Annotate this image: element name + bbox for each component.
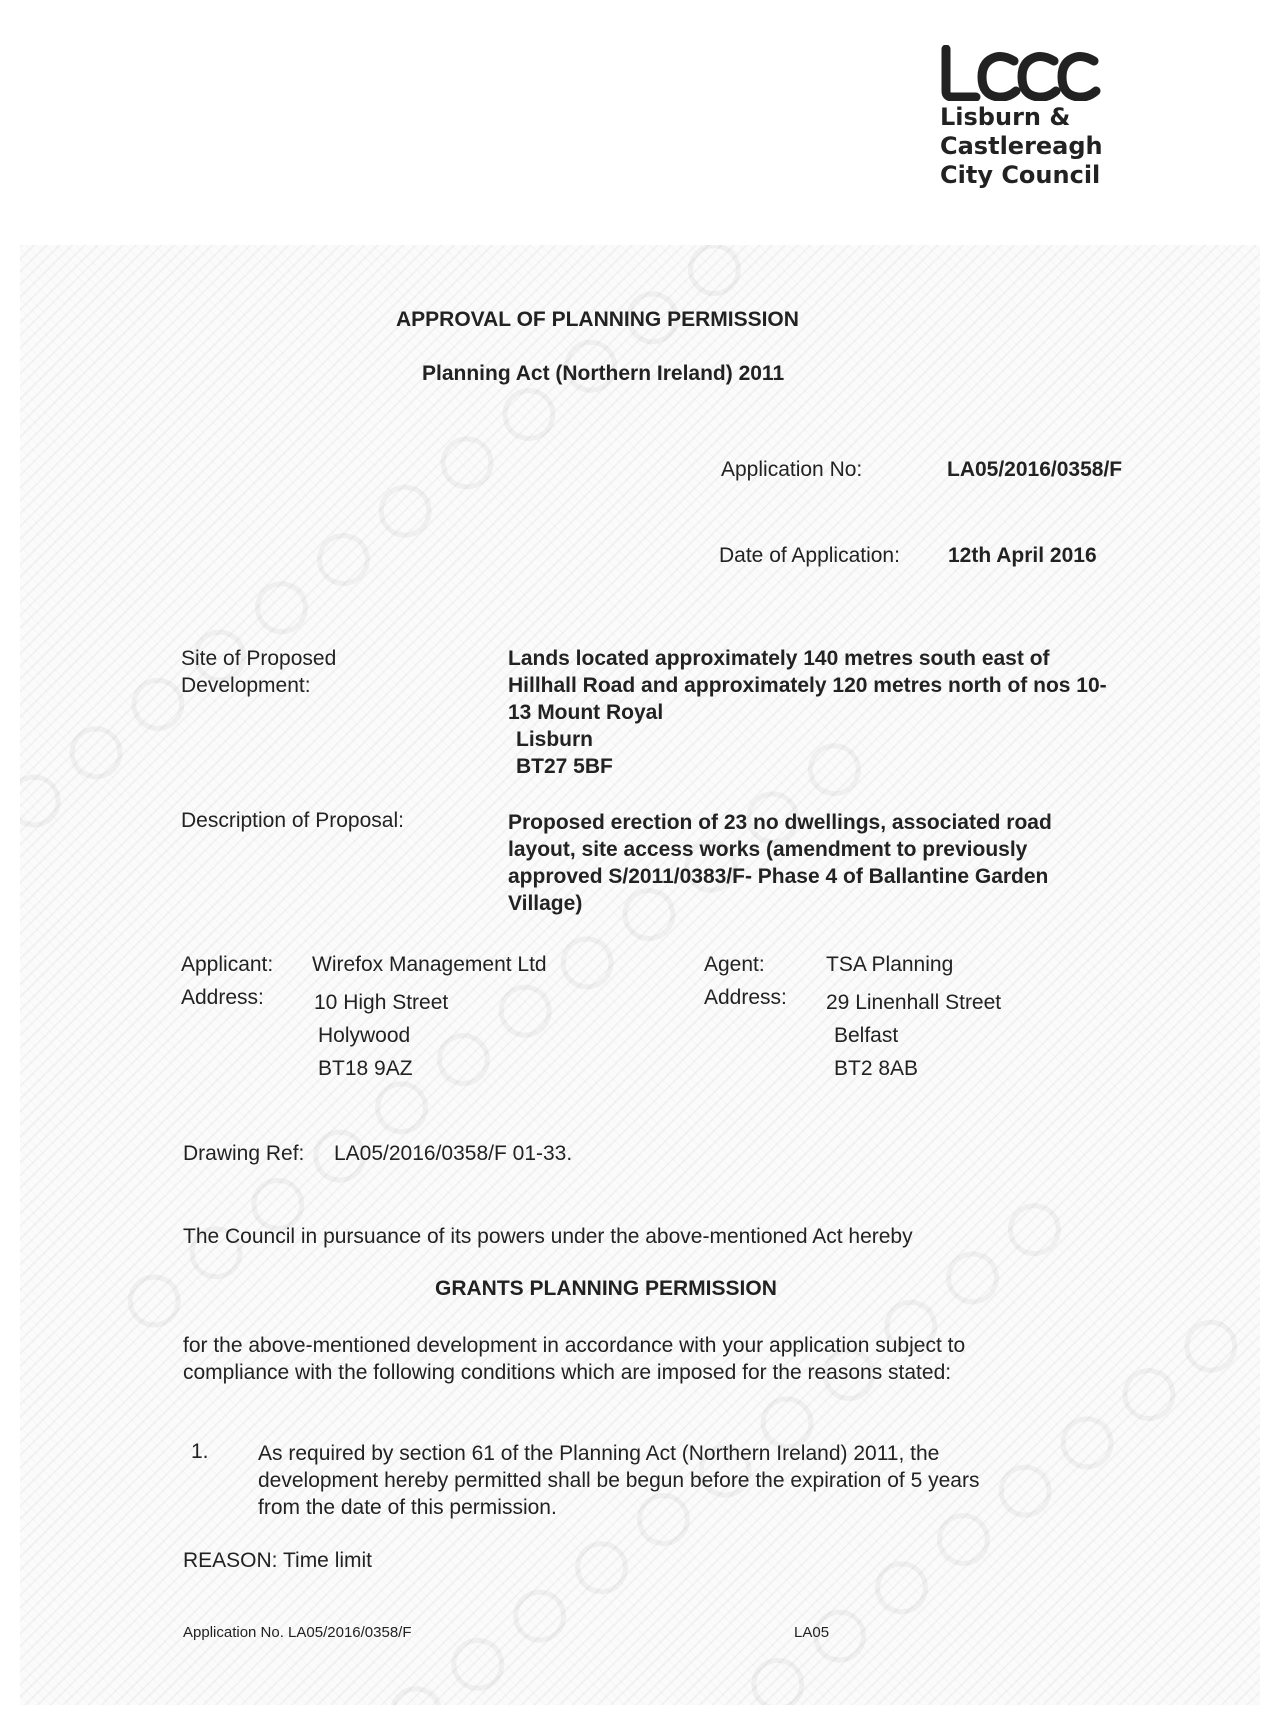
site-address: Lands located approximately 140 metres south east of Hillhall Road and approximately 120 metres north of nos 10- 13 Mount Royal Lisburn BT27 5BF xyxy=(508,647,1107,778)
condition-text: As required by section 61 of the Planning Act (Northern Ireland) 2011, the development hereby permitted shall be begun before the expiration of 5 years from the date of this permission. xyxy=(258,1442,980,1519)
footer-form-code: LA05 xyxy=(794,1624,830,1641)
applicant-name: Wirefox Management Ltd xyxy=(312,953,547,976)
date-of-application-value: 12th April 2016 xyxy=(948,544,1097,567)
site-label: Site of Proposed Development: xyxy=(181,647,337,697)
application-no-value: LA05/2016/0358/F xyxy=(947,458,1123,481)
date-of-application-label: Date of Application: xyxy=(719,544,900,567)
applicant-label: Applicant: xyxy=(181,953,274,976)
applicant-address: 10 High Street Holywood BT18 9AZ xyxy=(314,991,449,1080)
footer-application-no: Application No. LA05/2016/0358/F xyxy=(183,1624,412,1641)
description-label: Description of Proposal: xyxy=(181,809,404,832)
application-no-label: Application No: xyxy=(721,458,863,481)
agent-name: TSA Planning xyxy=(826,953,954,976)
agent-address: 29 Linenhall Street Belfast BT2 8AB xyxy=(826,991,1002,1080)
condition-number: 1. xyxy=(191,1440,209,1463)
council-powers-text: The Council in pursuance of its powers under the above-mentioned Act hereby xyxy=(183,1225,913,1248)
agent-label: Agent: xyxy=(704,953,765,976)
document-title: APPROVAL OF PLANNING PERMISSION xyxy=(396,308,799,331)
reason-text: REASON: Time limit xyxy=(183,1549,373,1572)
applicant-address-label: Address: xyxy=(181,986,264,1009)
act-title: Planning Act (Northern Ireland) 2011 xyxy=(422,362,785,385)
drawing-ref-value: LA05/2016/0358/F 01-33. xyxy=(334,1142,573,1165)
lccc-monogram-icon xyxy=(940,45,1110,101)
compliance-text: for the above-mentioned development in accordance with your application subject to compliance with the following conditions which are imposed for the reasons stated: xyxy=(183,1334,966,1384)
description-of-proposal: Proposed erection of 23 no dwellings, associated road layout, site access works (amendment to previously approved S/2011/0383/F- Phase 4 of Ballantine Garden Village) xyxy=(508,811,1052,915)
drawing-ref-label: Drawing Ref: xyxy=(183,1142,305,1165)
council-logo xyxy=(940,45,1120,190)
council-name: Lisburn & Castlereagh City Council xyxy=(940,103,1103,189)
grants-heading: GRANTS PLANNING PERMISSION xyxy=(435,1277,777,1300)
agent-address-label: Address: xyxy=(704,986,787,1009)
